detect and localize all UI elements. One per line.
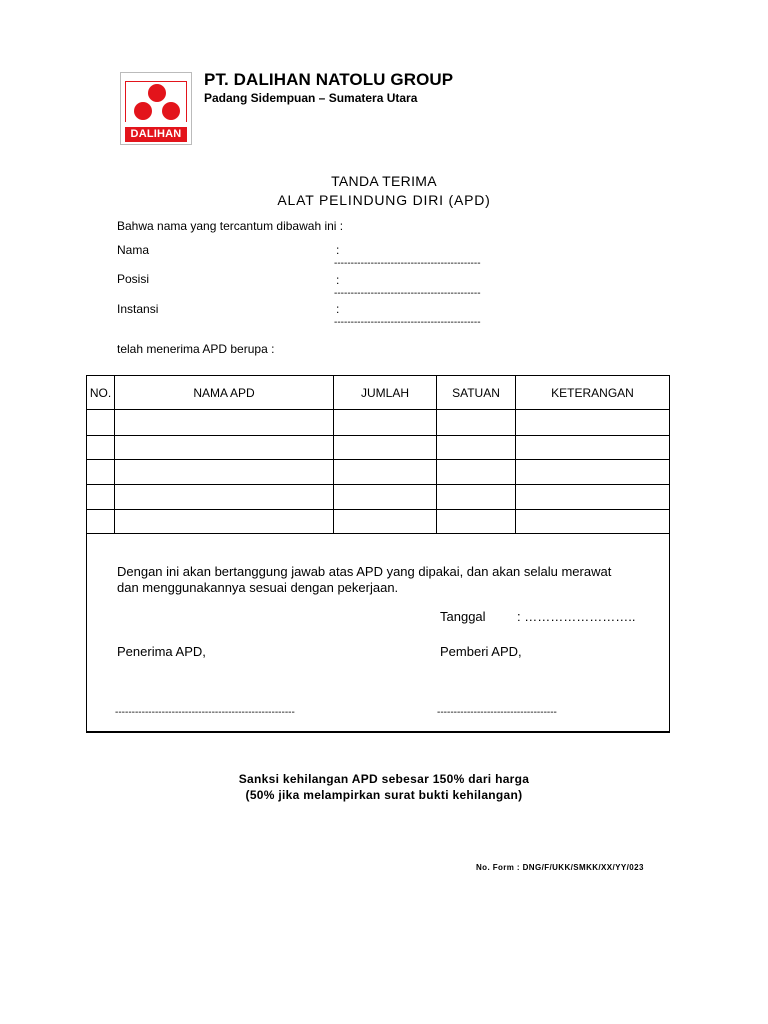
giver-signature-line: ------------------------------------ <box>437 707 557 718</box>
document-title: TANDA TERIMA <box>331 173 437 189</box>
logo-dot-left <box>134 102 152 120</box>
logo-dot-right <box>162 102 180 120</box>
company-logo <box>120 72 192 145</box>
header-nama-apd: NAMA APD <box>193 386 255 400</box>
apd-table <box>86 375 670 733</box>
field-line-posisi: -------------------------------------------- <box>334 288 481 299</box>
statement-line-2: dan menggunakannya sesuai dengan pekerjaan. <box>117 580 399 595</box>
document-subtitle: ALAT PELINDUNG DIRI (APD) <box>277 192 491 208</box>
sanction-line-2: (50% jika melampirkan surat bukti kehilangan) <box>245 788 523 802</box>
receiver-signature-line: ------------------------------------------------------ <box>115 707 295 718</box>
field-label-instansi: Instansi <box>117 302 159 316</box>
logo-dot-top <box>148 84 166 102</box>
row-divider <box>87 484 669 485</box>
row-divider <box>87 509 669 510</box>
field-label-nama: Nama <box>117 243 150 257</box>
field-colon-posisi: : <box>336 273 340 287</box>
receiver-label: Penerima APD, <box>117 644 206 659</box>
field-line-nama: -------------------------------------------- <box>334 258 481 269</box>
header-keterangan: KETERANGAN <box>551 386 634 400</box>
company-name: PT. DALIHAN NATOLU GROUP <box>204 70 454 89</box>
company-address: Padang Sidempuan – Sumatera Utara <box>204 91 418 105</box>
sanction-line-1: Sanksi kehilangan APD sebesar 150% dari harga <box>238 772 530 786</box>
field-label-posisi: Posisi <box>117 272 150 286</box>
giver-label: Pemberi APD, <box>440 644 522 659</box>
row-divider <box>87 435 669 436</box>
received-text: telah menerima APD berupa : <box>117 342 275 356</box>
statement-line-1: Dengan ini akan bertanggung jawab atas APD yang dipakai, dan akan selalu merawat <box>117 564 612 579</box>
date-value: : …………………….. <box>517 609 636 624</box>
row-divider <box>87 459 669 460</box>
logo-text: DALIHAN <box>125 127 187 142</box>
header-satuan: SATUAN <box>452 386 500 400</box>
row-divider <box>87 533 669 534</box>
form-number: No. Form : DNG/F/UKK/SMKK/XX/YY/023 <box>476 863 644 872</box>
header-jumlah: JUMLAH <box>360 386 409 400</box>
field-colon-nama: : <box>336 243 340 257</box>
header-no: NO. <box>89 386 112 400</box>
field-line-instansi: -------------------------------------------- <box>334 317 481 328</box>
date-label: Tanggal <box>440 609 486 624</box>
field-colon-instansi: : <box>336 302 340 316</box>
intro-text: Bahwa nama yang tercantum dibawah ini : <box>117 219 344 233</box>
